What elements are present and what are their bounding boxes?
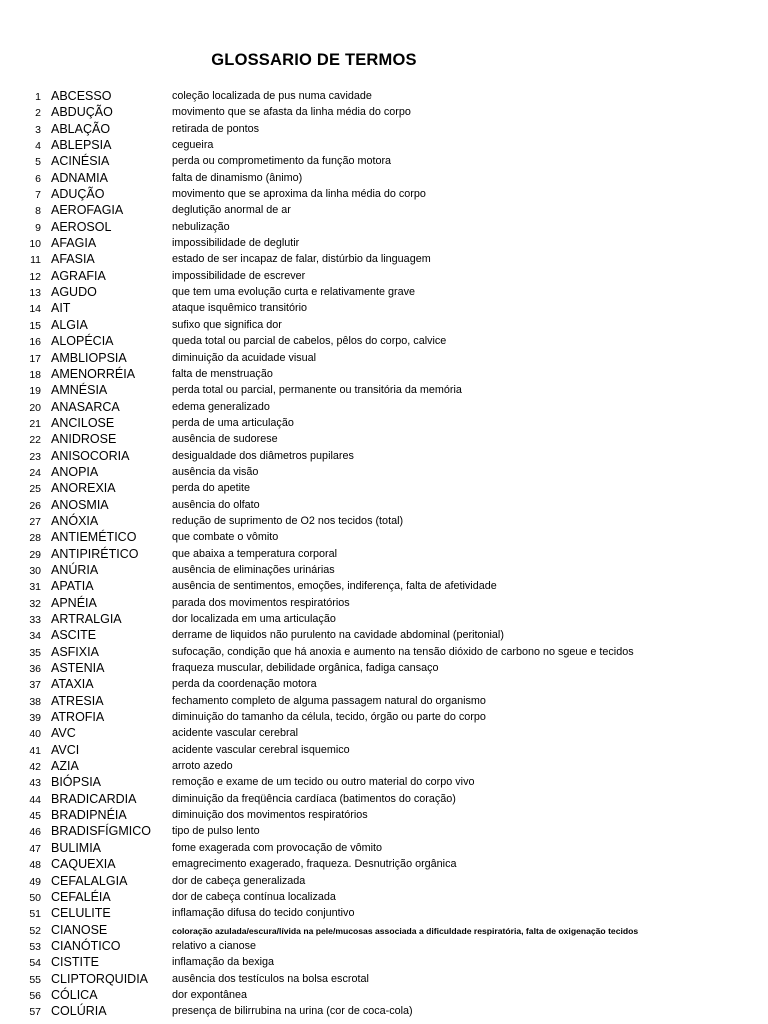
entry-definition: derrame de liquidos não purulento na cavidade abdominal (peritonial): [172, 629, 504, 642]
entry-number: 23: [29, 450, 41, 463]
entry-definition: retirada de pontos: [172, 122, 260, 135]
glossary-row: [0, 824, 768, 840]
entry-number: 3: [35, 123, 41, 136]
entry-term: ATAXIA: [51, 677, 94, 692]
entry-number: 40: [29, 728, 41, 741]
glossary-row: [0, 481, 768, 497]
entry-number: 49: [29, 875, 41, 888]
entry-number: 41: [29, 744, 41, 757]
glossary-row: [0, 334, 768, 350]
entry-definition: acidente vascular cerebral isquemico: [172, 743, 350, 756]
glossary-row: [0, 367, 768, 383]
entry-definition: sufocação, condição que há anoxia e aumento na tensão dióxido de carbono no sgeue e tecidos: [172, 645, 634, 658]
entry-number: 12: [29, 270, 41, 283]
glossary-row: [0, 465, 768, 481]
glossary-row: [0, 596, 768, 612]
glossary-row: [0, 514, 768, 530]
glossary-list: [0, 89, 768, 1021]
entry-definition: ausência de eliminações urinárias: [172, 563, 335, 576]
entry-number: 57: [29, 1006, 41, 1019]
entry-number: 56: [29, 989, 41, 1002]
entry-term: AFAGIA: [51, 236, 97, 251]
entry-definition: estado de ser incapaz de falar, distúrbio da linguagem: [172, 253, 431, 266]
entry-number: 55: [29, 973, 41, 986]
glossary-row: [0, 498, 768, 514]
entry-term: AVCI: [51, 742, 80, 757]
entry-number: 7: [35, 189, 41, 202]
entry-number: 5: [35, 156, 41, 169]
entry-term: ATRESIA: [51, 693, 104, 708]
entry-term: ANISOCORIA: [51, 448, 130, 463]
entry-term: ABCESSO: [51, 89, 112, 103]
glossary-row: [0, 269, 768, 285]
glossary-row: [0, 972, 768, 988]
entry-definition: nebulização: [172, 220, 230, 233]
entry-term: CEFALÉIA: [51, 889, 111, 904]
glossary-row: [0, 677, 768, 693]
entry-definition: movimento que se afasta da linha média do corpo: [172, 106, 411, 119]
glossary-row: [0, 579, 768, 595]
glossary-row: [0, 775, 768, 791]
entry-term: BRADIPNÉIA: [51, 808, 127, 823]
glossary-row: [0, 449, 768, 465]
entry-term: ABLEPSIA: [51, 138, 112, 153]
glossary-row: [0, 1004, 768, 1020]
entry-term: ANOREXIA: [51, 481, 116, 496]
entry-number: 2: [35, 107, 41, 120]
entry-definition: acidente vascular cerebral: [172, 727, 299, 740]
entry-definition: diminuição do tamanho da célula, tecido, órgão ou parte do corpo: [172, 711, 486, 724]
entry-definition: diminuição da acuidade visual: [172, 351, 317, 364]
entry-term: ABDUÇÃO: [51, 105, 113, 120]
glossary-row: [0, 628, 768, 644]
entry-definition: fome exagerada com provocação de vômito: [172, 841, 383, 854]
entry-number: 48: [29, 859, 41, 872]
glossary-row: [0, 547, 768, 563]
glossary-row: [0, 203, 768, 219]
glossary-row: [0, 939, 768, 955]
entry-number: 17: [29, 352, 41, 365]
glossary-row: [0, 661, 768, 677]
entry-definition: impossibilidade de escrever: [172, 269, 306, 282]
entry-number: 32: [29, 597, 41, 610]
entry-definition: edema generalizado: [172, 400, 270, 413]
entry-term: ANTIEMÉTICO: [51, 530, 137, 545]
glossary-row: [0, 645, 768, 661]
entry-number: 27: [29, 515, 41, 528]
entry-term: AVC: [51, 726, 76, 741]
glossary-row: [0, 383, 768, 399]
entry-term: ARTRALGIA: [51, 612, 122, 626]
entry-definition: movimento que se aproxima da linha média do corpo: [172, 188, 426, 201]
entry-term: ANCILOSE: [51, 415, 115, 430]
entry-number: 1: [35, 91, 41, 103]
glossary-row: [0, 400, 768, 416]
entry-term: ADNAMIA: [51, 170, 108, 185]
entry-number: 11: [30, 254, 41, 267]
entry-number: 24: [29, 466, 41, 479]
entry-number: 26: [29, 499, 41, 512]
entry-definition: coleção localizada de pus numa cavidade: [172, 90, 372, 102]
entry-definition: redução de suprimento de O2 nos tecidos (total): [172, 514, 404, 527]
entry-definition: falta de dinamismo (ânimo): [172, 171, 303, 184]
entry-term: ALOPÉCIA: [51, 334, 114, 349]
entry-definition: que abaixa a temperatura corporal: [172, 547, 338, 560]
glossary-row: [0, 138, 768, 154]
entry-number: 16: [29, 336, 41, 349]
entry-definition: diminuição dos movimentos respiratórios: [172, 809, 368, 822]
entry-number: 52: [29, 924, 41, 937]
glossary-row: [0, 105, 768, 121]
entry-definition: inflamação da bexiga: [172, 956, 275, 969]
entry-number: 45: [29, 810, 41, 823]
entry-term: CEFALALGIA: [51, 873, 128, 888]
entry-definition: ausência dos testículos na bolsa escrotal: [172, 972, 369, 985]
entry-number: 39: [29, 712, 41, 725]
entry-number: 21: [29, 417, 41, 430]
glossary-row: [0, 285, 768, 301]
entry-number: 46: [29, 826, 41, 839]
entry-term: ANTIPIRÉTICO: [51, 546, 139, 561]
entry-definition: dor expontânea: [172, 988, 248, 1001]
entry-term: CÓLICA: [51, 987, 98, 1002]
glossary-row: [0, 923, 768, 939]
glossary-row: [0, 416, 768, 432]
entry-definition: que tem uma evolução curta e relativamente grave: [172, 286, 416, 299]
entry-term: ASTENIA: [51, 661, 105, 676]
glossary-row: [0, 89, 768, 105]
entry-definition: tipo de pulso lento: [172, 825, 260, 838]
entry-term: CIANÓTICO: [51, 938, 121, 953]
entry-term: ALGIA: [51, 317, 88, 332]
glossary-row: [0, 710, 768, 726]
entry-term: ACINÉSIA: [51, 154, 110, 169]
entry-term: APNÉIA: [51, 595, 97, 610]
glossary-row: [0, 792, 768, 808]
entry-definition: parada dos movimentos respiratórios: [172, 596, 350, 609]
entry-definition: ausência do olfato: [172, 498, 260, 511]
entry-definition: arroto azedo: [172, 760, 233, 773]
glossary-row: [0, 171, 768, 187]
entry-definition: inflamação difusa do tecido conjuntivo: [172, 907, 355, 920]
glossary-row: [0, 530, 768, 546]
entry-number: 43: [29, 777, 41, 790]
entry-number: 47: [29, 842, 41, 855]
entry-term: CIANOSE: [51, 922, 108, 937]
entry-term: AZIA: [51, 759, 79, 774]
entry-definition: ausência de sentimentos, emoções, indiferença, falta de afetividade: [172, 580, 497, 593]
entry-number: 30: [29, 564, 41, 577]
entry-term: ANOSMIA: [51, 497, 109, 512]
entry-term: AIT: [51, 301, 71, 316]
entry-term: ANIDROSE: [51, 432, 117, 447]
entry-definition: sufixo que significa dor: [172, 318, 282, 331]
entry-term: ASCITE: [51, 628, 97, 643]
entry-term: ANÓXIA: [51, 513, 99, 528]
glossary-row: [0, 726, 768, 742]
entry-number: 44: [29, 793, 41, 806]
entry-number: 37: [29, 679, 41, 692]
entry-definition: perda de uma articulação: [172, 416, 294, 429]
entry-number: 28: [29, 532, 41, 545]
entry-term: ABLAÇÃO: [51, 121, 111, 136]
entry-definition: queda total ou parcial de cabelos, pêlos do corpo, calvice: [172, 335, 447, 348]
entry-number: 34: [29, 630, 41, 643]
entry-number: 36: [29, 663, 41, 676]
entry-number: 22: [29, 434, 41, 447]
entry-number: 51: [29, 908, 41, 921]
entry-number: 54: [29, 957, 41, 970]
entry-term: BRADISFÍGMICO: [51, 824, 152, 839]
entry-definition: presença de bilirrubina na urina (cor de coca-cola): [172, 1005, 413, 1018]
entry-definition: ausência de sudorese: [172, 433, 278, 446]
entry-term: CLIPTORQUIDIA: [51, 971, 149, 986]
entry-definition: impossibilidade de deglutir: [172, 237, 300, 250]
entry-definition: cegueira: [172, 139, 214, 152]
glossary-row: [0, 955, 768, 971]
entry-definition: desigualdade dos diâmetros pupilares: [172, 449, 354, 462]
glossary-row: [0, 841, 768, 857]
glossary-row: [0, 318, 768, 334]
entry-definition: relativo a cianose: [172, 939, 257, 952]
entry-number: 10: [29, 238, 41, 251]
entry-definition: fechamento completo de alguma passagem natural do organismo: [172, 694, 486, 707]
glossary-row: [0, 187, 768, 203]
entry-term: BRADICARDIA: [51, 791, 137, 806]
entry-number: 33: [29, 614, 41, 626]
entry-definition: coloração azulada/escura/lívida na pele/mucosas associada a dificuldade respiratória, falta de oxigenação tecidos: [172, 925, 639, 936]
entry-definition: falta de menstruação: [172, 367, 273, 380]
entry-number: 20: [29, 401, 41, 414]
entry-term: AMENORRÉIA: [51, 366, 136, 381]
entry-number: 9: [35, 221, 41, 234]
entry-number: 42: [29, 761, 41, 774]
entry-term: AGUDO: [51, 285, 97, 300]
entry-term: CELULITE: [51, 906, 111, 921]
glossary-row: [0, 220, 768, 236]
entry-number: 31: [29, 581, 41, 594]
entry-number: 14: [29, 303, 41, 316]
entry-definition: perda do apetite: [172, 482, 251, 495]
entry-term: ASFIXIA: [51, 644, 99, 659]
entry-number: 4: [35, 140, 41, 153]
entry-number: 8: [35, 205, 41, 218]
entry-definition: deglutição anormal de ar: [172, 204, 291, 217]
entry-term: AMBLIOPSIA: [51, 350, 127, 365]
entry-definition: ataque isquêmico transitório: [172, 302, 308, 315]
glossary-row: [0, 236, 768, 252]
entry-term: AGRAFIA: [51, 268, 106, 283]
entry-definition: que combate o vômito: [172, 531, 279, 544]
entry-term: AMNÉSIA: [51, 383, 108, 398]
glossary-row: [0, 890, 768, 906]
entry-definition: remoção e exame de um tecido ou outro material do corpo vivo: [172, 776, 475, 789]
glossary-row: [0, 301, 768, 317]
entry-number: 25: [29, 483, 41, 496]
glossary-row: [0, 743, 768, 759]
glossary-row: [0, 154, 768, 170]
glossary-row: [0, 906, 768, 922]
entry-definition: dor de cabeça contínua localizada: [172, 890, 336, 903]
entry-number: 29: [29, 548, 41, 561]
entry-number: 15: [29, 319, 41, 332]
entry-definition: perda ou comprometimento da função motora: [172, 155, 392, 168]
glossary-row: [0, 874, 768, 890]
entry-number: 19: [29, 385, 41, 398]
entry-term: ANOPIA: [51, 464, 99, 479]
entry-number: 35: [29, 646, 41, 659]
entry-number: 18: [29, 368, 41, 381]
glossary-row: [0, 563, 768, 579]
page-title: GLOSSARIO DE TERMOS: [211, 51, 417, 69]
entry-definition: perda da coordenação motora: [172, 678, 317, 691]
entry-term: BIÓPSIA: [51, 775, 102, 790]
entry-definition: ausência da visão: [172, 465, 259, 478]
entry-definition: perda total ou parcial, permanente ou transitória da memória: [172, 384, 462, 397]
entry-number: 53: [29, 940, 41, 953]
glossary-row: [0, 122, 768, 138]
entry-term: ATROFIA: [51, 710, 105, 725]
entry-term: COLÚRIA: [51, 1004, 107, 1019]
glossary-row: [0, 857, 768, 873]
entry-definition: dor localizada em uma articulação: [172, 613, 336, 625]
entry-term: ADUÇÃO: [51, 187, 105, 202]
entry-term: AEROSOL: [51, 219, 112, 234]
entry-term: ANÚRIA: [51, 562, 99, 577]
entry-term: CAQUEXIA: [51, 857, 116, 872]
glossary-row: [0, 252, 768, 268]
entry-number: 38: [29, 695, 41, 708]
entry-term: AFASIA: [51, 252, 95, 267]
entry-definition: emagrecimento exagerado, fraqueza. Desnutrição orgânica: [172, 858, 457, 871]
entry-term: ANASARCA: [51, 399, 120, 414]
entry-term: APATIA: [51, 579, 94, 594]
entry-definition: fraqueza muscular, debilidade orgânica, fadiga cansaço: [172, 662, 439, 675]
glossary-row: [0, 351, 768, 367]
glossary-row: [0, 432, 768, 448]
glossary-row: [0, 694, 768, 710]
entry-definition: diminuição da freqüência cardíaca (batimentos do coração): [172, 792, 456, 805]
entry-number: 6: [35, 172, 41, 185]
entry-number: 13: [29, 287, 41, 300]
entry-term: BULIMIA: [51, 840, 102, 855]
glossary-row: [0, 988, 768, 1004]
glossary-row: [0, 808, 768, 824]
glossary-row: [0, 612, 768, 628]
entry-term: CISTITE: [51, 955, 99, 970]
glossary-row: [0, 759, 768, 775]
entry-definition: dor de cabeça generalizada: [172, 874, 306, 887]
entry-term: AEROFAGIA: [51, 203, 124, 218]
entry-number: 50: [29, 891, 41, 904]
